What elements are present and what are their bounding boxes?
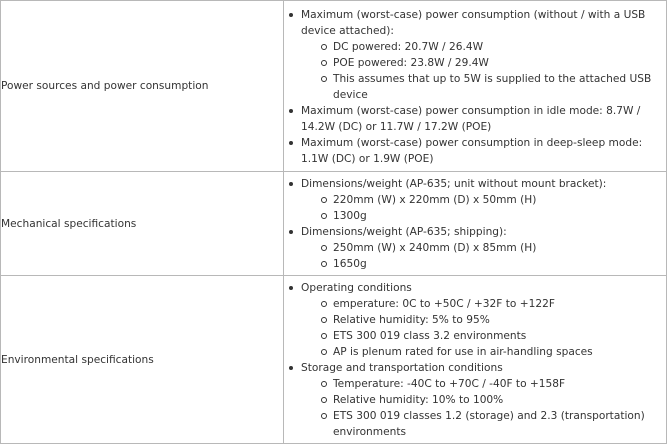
sub-bullet-list <box>301 240 666 272</box>
bullet-text: Dimensions/weight (AP-635; shipping): <box>301 226 507 238</box>
bullet-item <box>284 103 666 135</box>
sub-bullet-list <box>301 296 666 360</box>
spec-row-environmental <box>1 276 667 444</box>
bullet-list <box>284 175 666 272</box>
bullet-text: Maximum (worst-case) power consumption in deep-sleep mode: 1.1W (DC) or 1.9W (POE) <box>301 137 643 165</box>
spec-row-mechanical <box>1 172 667 276</box>
sub-bullet-item: 1300g <box>301 208 666 224</box>
row-content <box>284 276 667 444</box>
bullet-item <box>284 280 666 360</box>
bullet-text: Dimensions/weight (AP-635; unit without mount bracket): <box>301 178 607 190</box>
bullet-text: Operating conditions <box>301 282 412 294</box>
sub-bullet-item: Relative humidity: 5% to 95% <box>301 312 666 328</box>
row-label: Mechanical specifications <box>1 172 284 276</box>
bullet-text: Maximum (worst-case) power consumption in idle mode: 8.7W / 14.2W (DC) or 11.7W / 17.2W (POE) <box>301 105 641 133</box>
sub-bullet-item: ETS 300 019 classes 1.2 (storage) and 2.3 (transportation) environments <box>301 408 666 440</box>
sub-bullet-item: POE powered: 23.8W / 29.4W <box>301 55 666 71</box>
row-content <box>284 172 667 276</box>
bullet-item <box>284 360 666 440</box>
spec-row-power <box>1 1 667 172</box>
bullet-text: Maximum (worst-case) power consumption (without / with a USB device attached): <box>301 9 646 37</box>
bullet-item <box>284 224 666 272</box>
sub-bullet-item: AP is plenum rated for use in air-handling spaces <box>301 344 666 360</box>
row-label: Power sources and power consumption <box>1 1 284 172</box>
row-label: Environmental specifications <box>1 276 284 444</box>
sub-bullet-list <box>301 376 666 440</box>
bullet-list <box>284 5 666 167</box>
sub-bullet-list <box>301 192 666 224</box>
sub-bullet-item: ETS 300 019 class 3.2 environments <box>301 328 666 344</box>
sub-bullet-item: DC powered: 20.7W / 26.4W <box>301 39 666 55</box>
sub-bullet-list <box>301 39 666 103</box>
sub-bullet-item: 220mm (W) x 220mm (D) x 50mm (H) <box>301 192 666 208</box>
sub-bullet-item: Relative humidity: 10% to 100% <box>301 392 666 408</box>
bullet-item <box>284 135 666 167</box>
row-content <box>284 1 667 172</box>
sub-bullet-item: 250mm (W) x 240mm (D) x 85mm (H) <box>301 240 666 256</box>
sub-bullet-item: Temperature: -40C to +70C / -40F to +158F <box>301 376 666 392</box>
sub-bullet-item: emperature: 0C to +50C / +32F to +122F <box>301 296 666 312</box>
sub-bullet-item: This assumes that up to 5W is supplied to the attached USB device <box>301 71 666 103</box>
sub-bullet-item: 1650g <box>301 256 666 272</box>
bullet-item <box>284 7 666 103</box>
bullet-list <box>284 279 666 440</box>
bullet-item <box>284 176 666 224</box>
bullet-text: Storage and transportation conditions <box>301 362 503 374</box>
